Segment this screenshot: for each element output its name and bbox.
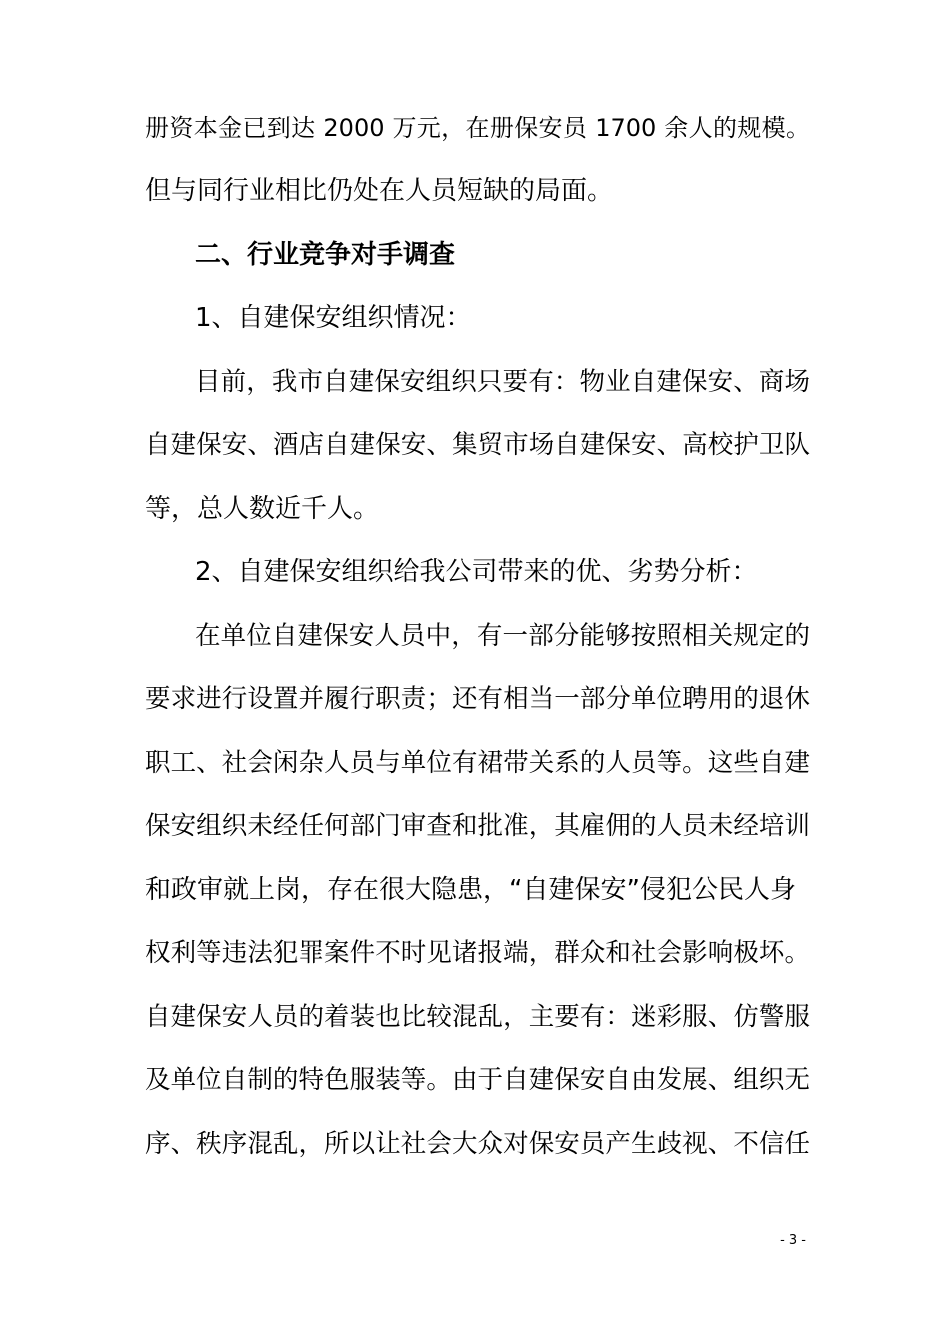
subsection-heading: 2、自建保安组织给我公司带来的优、劣势分析： bbox=[195, 557, 758, 587]
body-line: 目前，我市自建保安组织只要有：物业自建保安、商场 bbox=[195, 367, 810, 397]
body-line: 自建保安、酒店自建保安、集贸市场自建保安、高校护卫队 bbox=[145, 430, 810, 460]
body-line: 等，总人数近千人。 bbox=[145, 494, 380, 524]
body-line: 职工、社会闲杂人员与单位有裙带关系的人员等。这些自建 bbox=[145, 748, 810, 778]
body-line: 要求进行设置并履行职责；还有相当一部分单位聘用的退休 bbox=[145, 684, 810, 714]
subsection-heading: 1、自建保安组织情况： bbox=[195, 303, 472, 333]
page-number: - 3 - bbox=[780, 1233, 806, 1248]
body-line: 在单位自建保安人员中，有一部分能够按照相关规定的 bbox=[195, 621, 810, 651]
body-line: 及单位自制的特色服装等。由于自建保安自由发展、组织无 bbox=[145, 1065, 810, 1095]
body-line: 权利等违法犯罪案件不时见诸报端，群众和社会影响极坏。 bbox=[145, 938, 810, 968]
body-line: 保安组织未经任何部门审查和批准，其雇佣的人员未经培训 bbox=[145, 811, 810, 841]
section-heading: 二、行业竞争对手调查 bbox=[195, 240, 456, 270]
body-line: 册资本金已到达 2000 万元，在册保安员 1700 余人的规模。 bbox=[145, 114, 810, 142]
body-line: 序、秩序混乱，所以让社会大众对保安员产生歧视、不信任 bbox=[145, 1129, 810, 1159]
body-line: 但与同行业相比仍处在人员短缺的局面。 bbox=[145, 176, 614, 206]
body-line: 和政审就上岗，存在很大隐患，“自建保安”侵犯公民人身 bbox=[145, 875, 796, 905]
body-line: 自建保安人员的着装也比较混乱，主要有：迷彩服、仿警服 bbox=[145, 1002, 810, 1032]
